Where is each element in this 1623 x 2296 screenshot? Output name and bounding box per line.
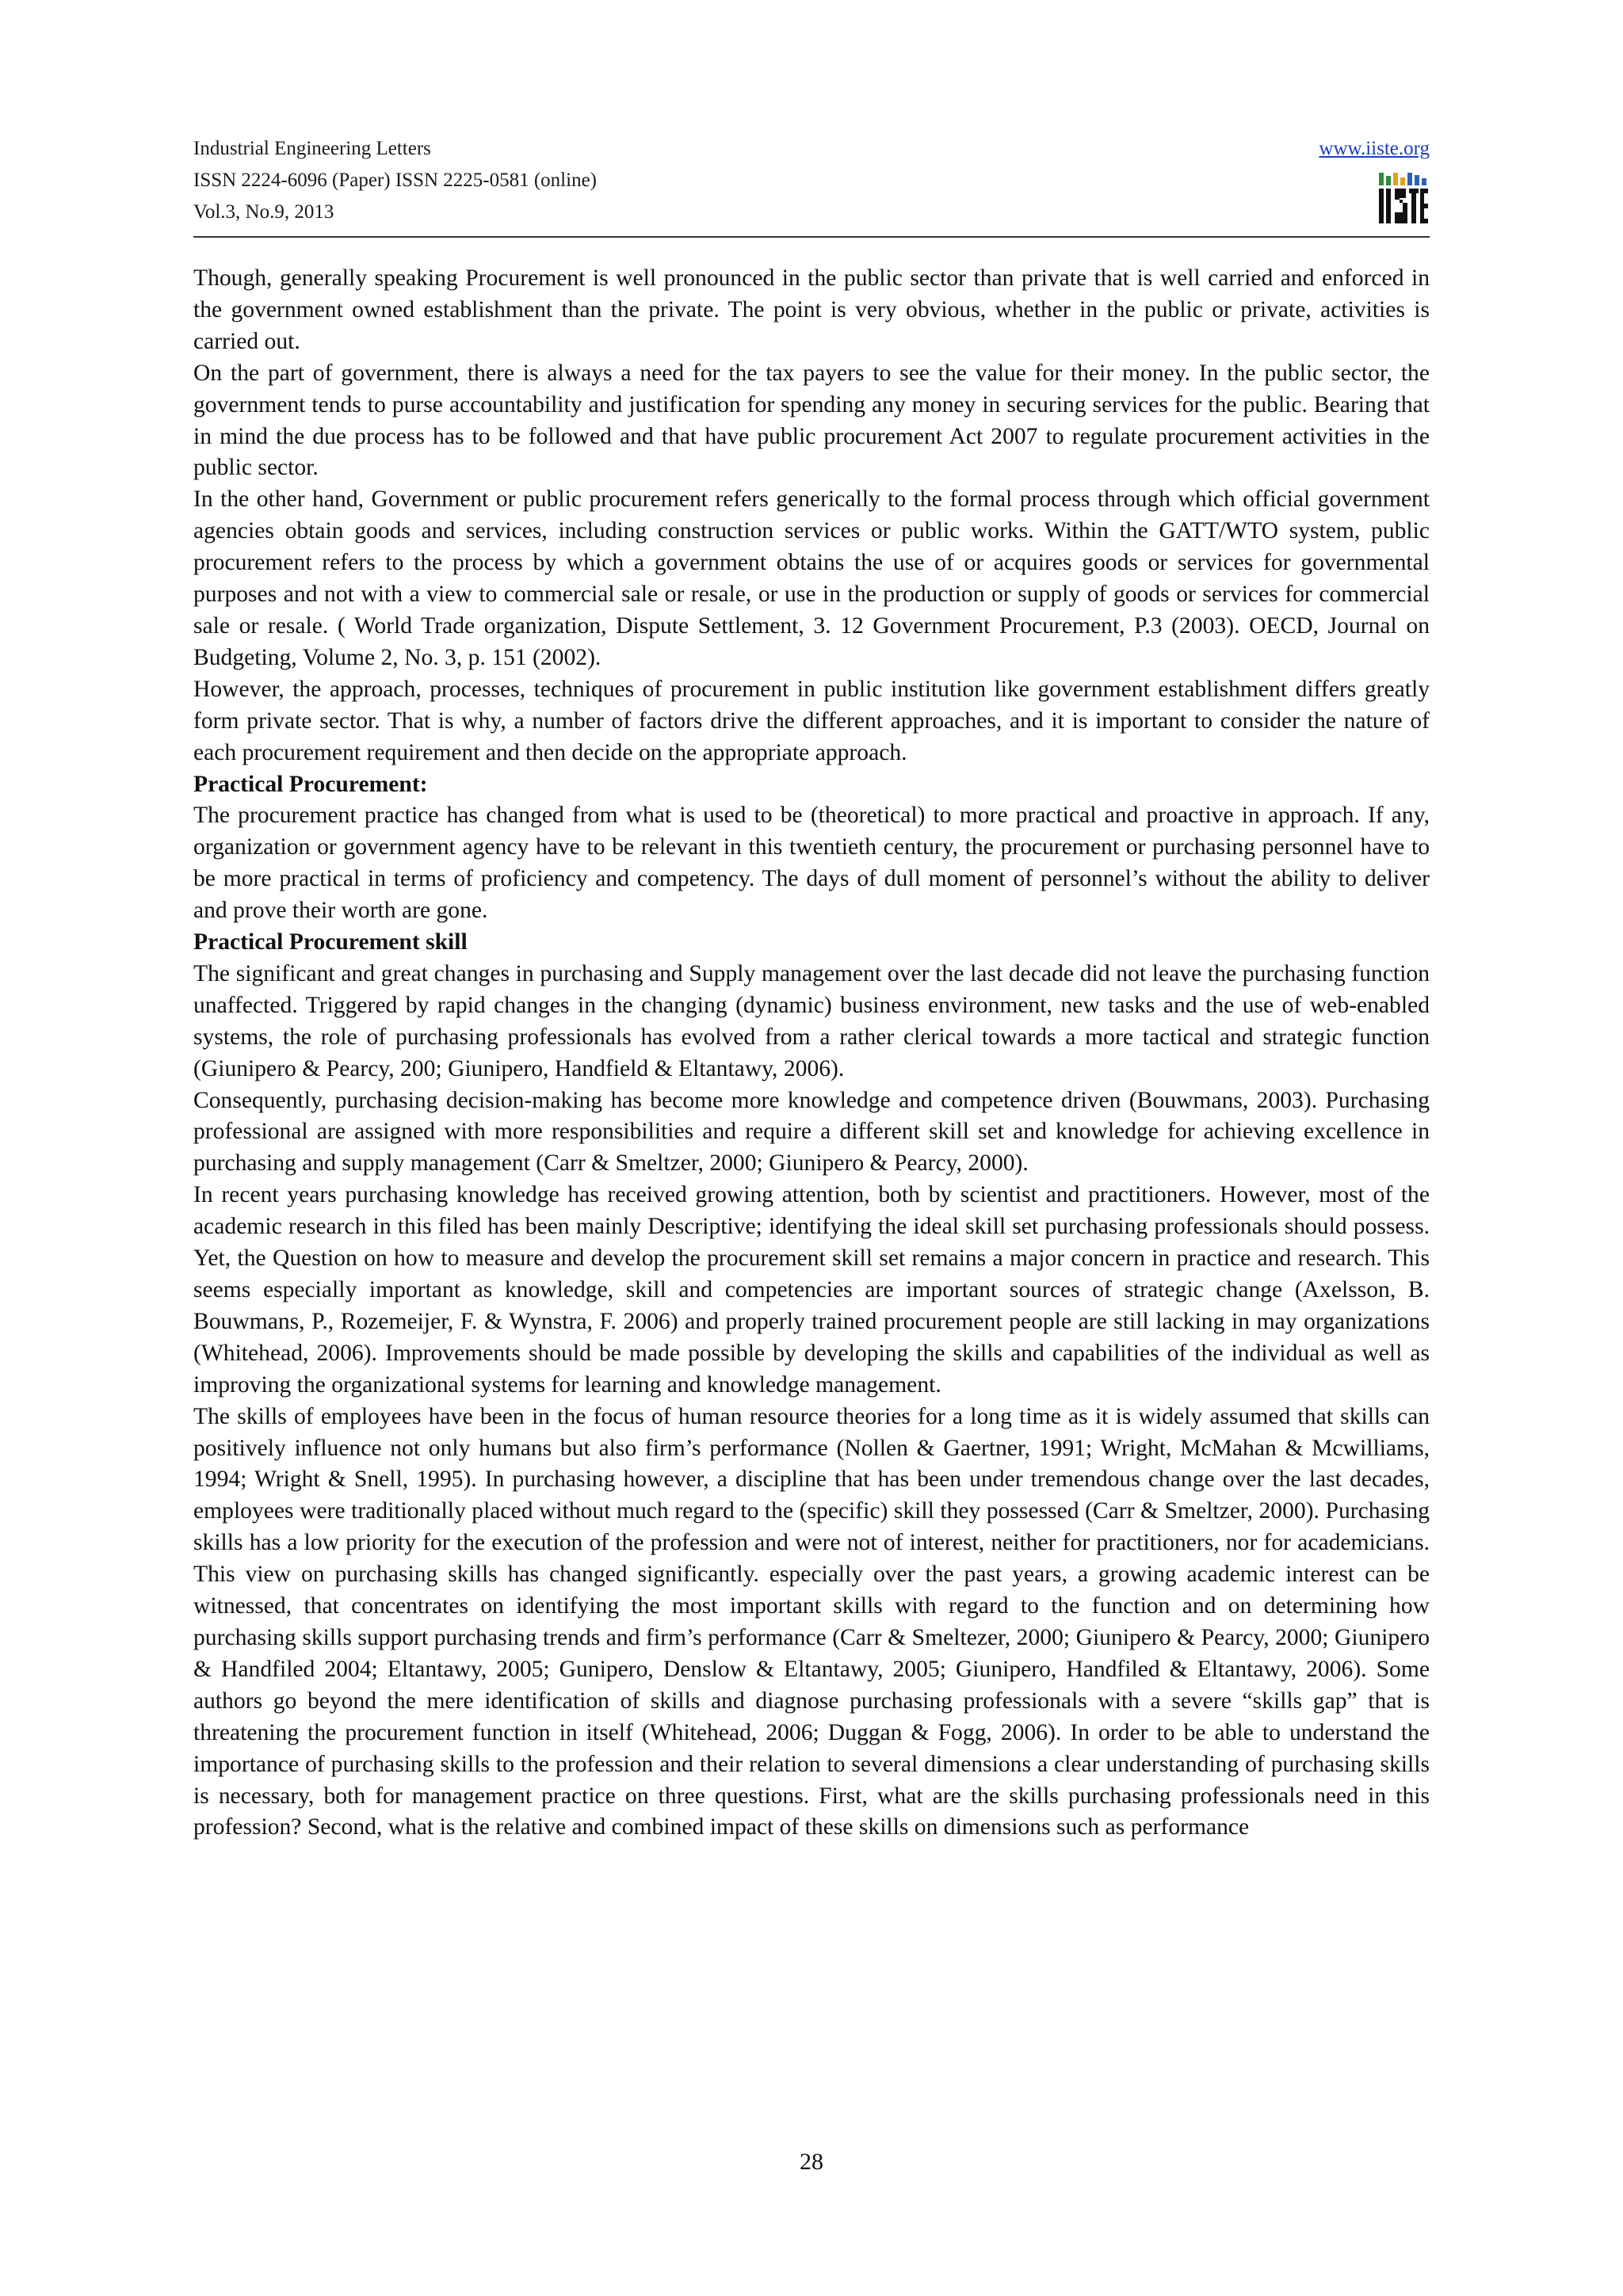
- journal-title: Industrial Engineering Letters: [193, 138, 431, 159]
- paragraph-7: Consequently, purchasing decision-making has become more knowledge and competence driven (Bouwmans, 2003). Purchasing professional are assigned with more responsibilities and require a different skill set and knowledge for achieving excellence in purchasing and supply management (Carr & Smeltzer, 2000; Giunipero & Pearcy, 2000).: [193, 1087, 1430, 1177]
- paragraph-5: The procurement practice has changed from what is used to be (theoretical) to more practical and proactive in approach. If any, organization or government agency have to be relevant in this twentieth century, the procurement or purchasing personnel have to be more practical in terms of proficiency and competency. The days of dull moment of personnel’s without the ability to deliver and prove their worth are gone.: [193, 803, 1430, 924]
- journal-volume: Vol.3, No.9, 2013: [193, 201, 334, 223]
- paragraph-2: On the part of government, there is always a need for the tax payers to see the value for their money. In the public sector, the government tends to purse accountability and justification for spending any money in securing services for the public. Bearing that in mind the due process has to be followed and that have public procurement Act 2007 to regulate procurement activities in the public sector.: [193, 360, 1430, 481]
- paragraph-4: However, the approach, processes, techniques of procurement in public institution like government establishment differs greatly form private sector. That is why, a number of factors drive the different approaches, and it is important to consider the nature of each procurement requirement and then decide on the appropriate approach.: [193, 676, 1430, 765]
- paragraph-3: In the other hand, Government or public procurement refers generically to the formal process through which official government agencies obtain goods and services, including construction services or public works. Within the GATT/WTO system, public procurement refers to the process by which a government obtains the use of or acquires goods or services for governmental purposes and not with a view to commercial sale or resale, or use in the production or supply of goods or services for commercial sale or resale. ( World Trade organization, Dispute Settlement, 3. 12 Government Procurement, P.3 (2003). OECD, Journal on Budgeting, Volume 2, No. 3, p. 151 (2002).: [193, 486, 1430, 670]
- paragraph-6: The significant and great changes in purchasing and Supply management over the last decade did not leave the purchasing function unaffected. Triggered by rapid changes in the changing (dynamic) business environment, new tasks and the use of web-enabled systems, the role of purchasing professionals has evolved from a rather clerical towards a more tactical and strategic function (Giunipero & Pearcy, 200; Giunipero, Handfield & Eltantawy, 2006).: [193, 960, 1430, 1081]
- iiste-logo-icon: [1377, 171, 1430, 227]
- article-body: [193, 263, 1430, 1844]
- section-heading-procurement-skill: Practical Procurement skill: [193, 929, 468, 955]
- page-header: [193, 133, 1430, 236]
- paragraph-1: Though, generally speaking Procurement is well pronounced in the public sector than private that is well carried and enforced in the government owned establishment than the private. The point is very obvious, whether in the public or private, activities is carried out.: [193, 265, 1430, 354]
- paragraph-9: The skills of employees have been in the focus of human resource theories for a long time as it is widely assumed that skills can positively influence not only humans but also firm’s performance (Nollen & Gaertner, 1991; Wright, McMahan & Mcwilliams, 1994; Wright & Snell, 1995). In purchasing however, a discipline that has been under tremendous change over the last decades, employees were traditionally placed without much regard to the (specific) skill they possessed (Carr & Smeltzer, 2000). Purchasing skills has a low priority for the execution of the profession and were not of interest, neither for practitioners, nor for academicians. This view on purchasing skills has changed significantly. especially over the past years, a growing academic interest can be witnessed, that concentrates on identifying the most important skills with regard to the function and on determining how purchasing skills support purchasing trends and firm’s performance (Carr & Smeltezer, 2000; Giunipero & Pearcy, 2000; Giunipero & Handfiled 2004; Eltantawy, 2005; Gunipero, Denslow & Eltantawy, 2005; Giunipero, Handfiled & Eltantawy, 2006). Some authors go beyond the mere identification of skills and diagnose purchasing professionals with a severe “skills gap” that is threatening the procurement function in itself (Whitehead, 2006; Duggan & Fogg, 2006). In order to be able to understand the importance of purchasing skills to the profession and their relation to several dimensions a clear understanding of purchasing skills is necessary, both for management practice on three questions. First, what are the skills purchasing professionals need in this profession? Second, what is the relative and combined impact of these skills on dimensions such as performance: [193, 1403, 1430, 1840]
- page-number: 28: [800, 2149, 823, 2175]
- section-heading-practical-procurement: Practical Procurement:: [193, 771, 428, 797]
- journal-info: [193, 133, 597, 228]
- header-rule: [193, 236, 1430, 238]
- journal-issn: ISSN 2224-6096 (Paper) ISSN 2225-0581 (online): [193, 170, 597, 191]
- paragraph-8: In recent years purchasing knowledge has received growing attention, both by scientist and practitioners. However, most of the academic research in this filed has been mainly Descriptive; identifying the ideal skill set purchasing professionals should possess. Yet, the Question on how to measure and develop the procurement skill set remains a major concern in practice and research. This seems especially important as knowledge, skill and competencies are important sources of strategic change (Axelsson, B. Bouwmans, P., Rozemeijer, F. & Wynstra, F. 2006) and properly trained procurement people are still lacking in may organizations (Whitehead, 2006). Improvements should be made possible by developing the skills and capabilities of the individual as well as improving the organizational systems for learning and knowledge management.: [193, 1182, 1430, 1398]
- journal-url-link[interactable]: www.iiste.org: [1319, 138, 1430, 159]
